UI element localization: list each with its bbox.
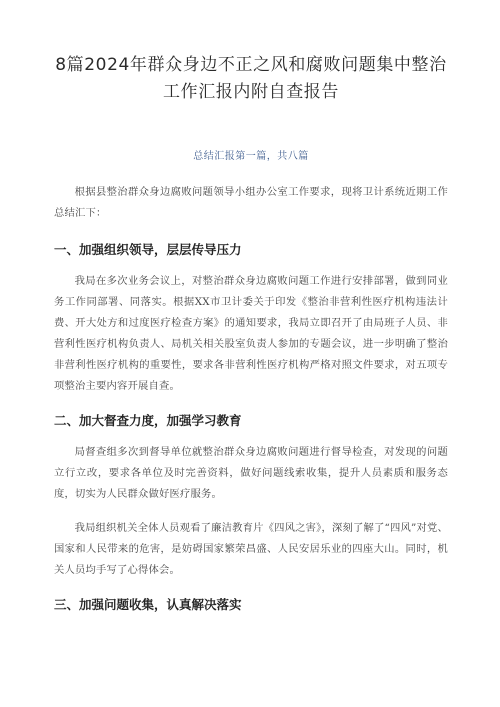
document-title-line-1: 8篇2024年群众身边不正之风和腐败问题集中整治 (55, 55, 447, 75)
section-heading-3: 三、加强问题收集，认真解决落实 (54, 597, 242, 612)
section-heading-1: 一、加强组织领导，层层传导压力 (54, 242, 242, 257)
document-title-line-2: 工作汇报内附自查报告 (163, 82, 339, 102)
section-1-paragraph-1: 我局在多次业务会议上，对整治群众身边腐败问题工作进行安排部署，做到同业务工作同部署、同落实。根据XX市卫计委关于印发《整治非营利性医疗机构违法计费、开大处方和过度医疗检查方案》的通知要求，我局立即召开了由局班子人员、非营利性医疗机构负责人、局机关相关股室负责人参加的专题会议，进一步明确了整治非营利性医疗机构的重要性，要求各非营利性医疗机构严格对照文件要求，对五项专项整治主要内容开展自查。 (54, 275, 448, 392)
intro-paragraph: 根据县整治群众身边腐败问题领导小组办公室工作要求，现将卫计系统近期工作总结汇下： (54, 186, 448, 219)
document-title (54, 52, 448, 106)
document-subtitle: 总结汇报第一篇，共八篇 (193, 151, 309, 162)
section-2-paragraph-2: 我局组织机关全体人员观看了廉洁教育片《四风之害》，深刻了解了“四风”对党、国家和人民带来的危害，是妨碍国家繁荣昌盛、人民安居乐业的四座大山。同时，机关人员均手写了心得体会。 (54, 522, 448, 576)
section-heading-2: 二、加大督查力度，加强学习教育 (54, 413, 242, 428)
section-2-paragraph-1: 局督查组多次到督导单位就整治群众身边腐败问题进行督导检查，对发现的问题立行立改，要求各单位及时完善资料，做好问题线索收集，提升人员素质和服务态度，切实为人民群众做好医疗服务。 (54, 446, 448, 500)
